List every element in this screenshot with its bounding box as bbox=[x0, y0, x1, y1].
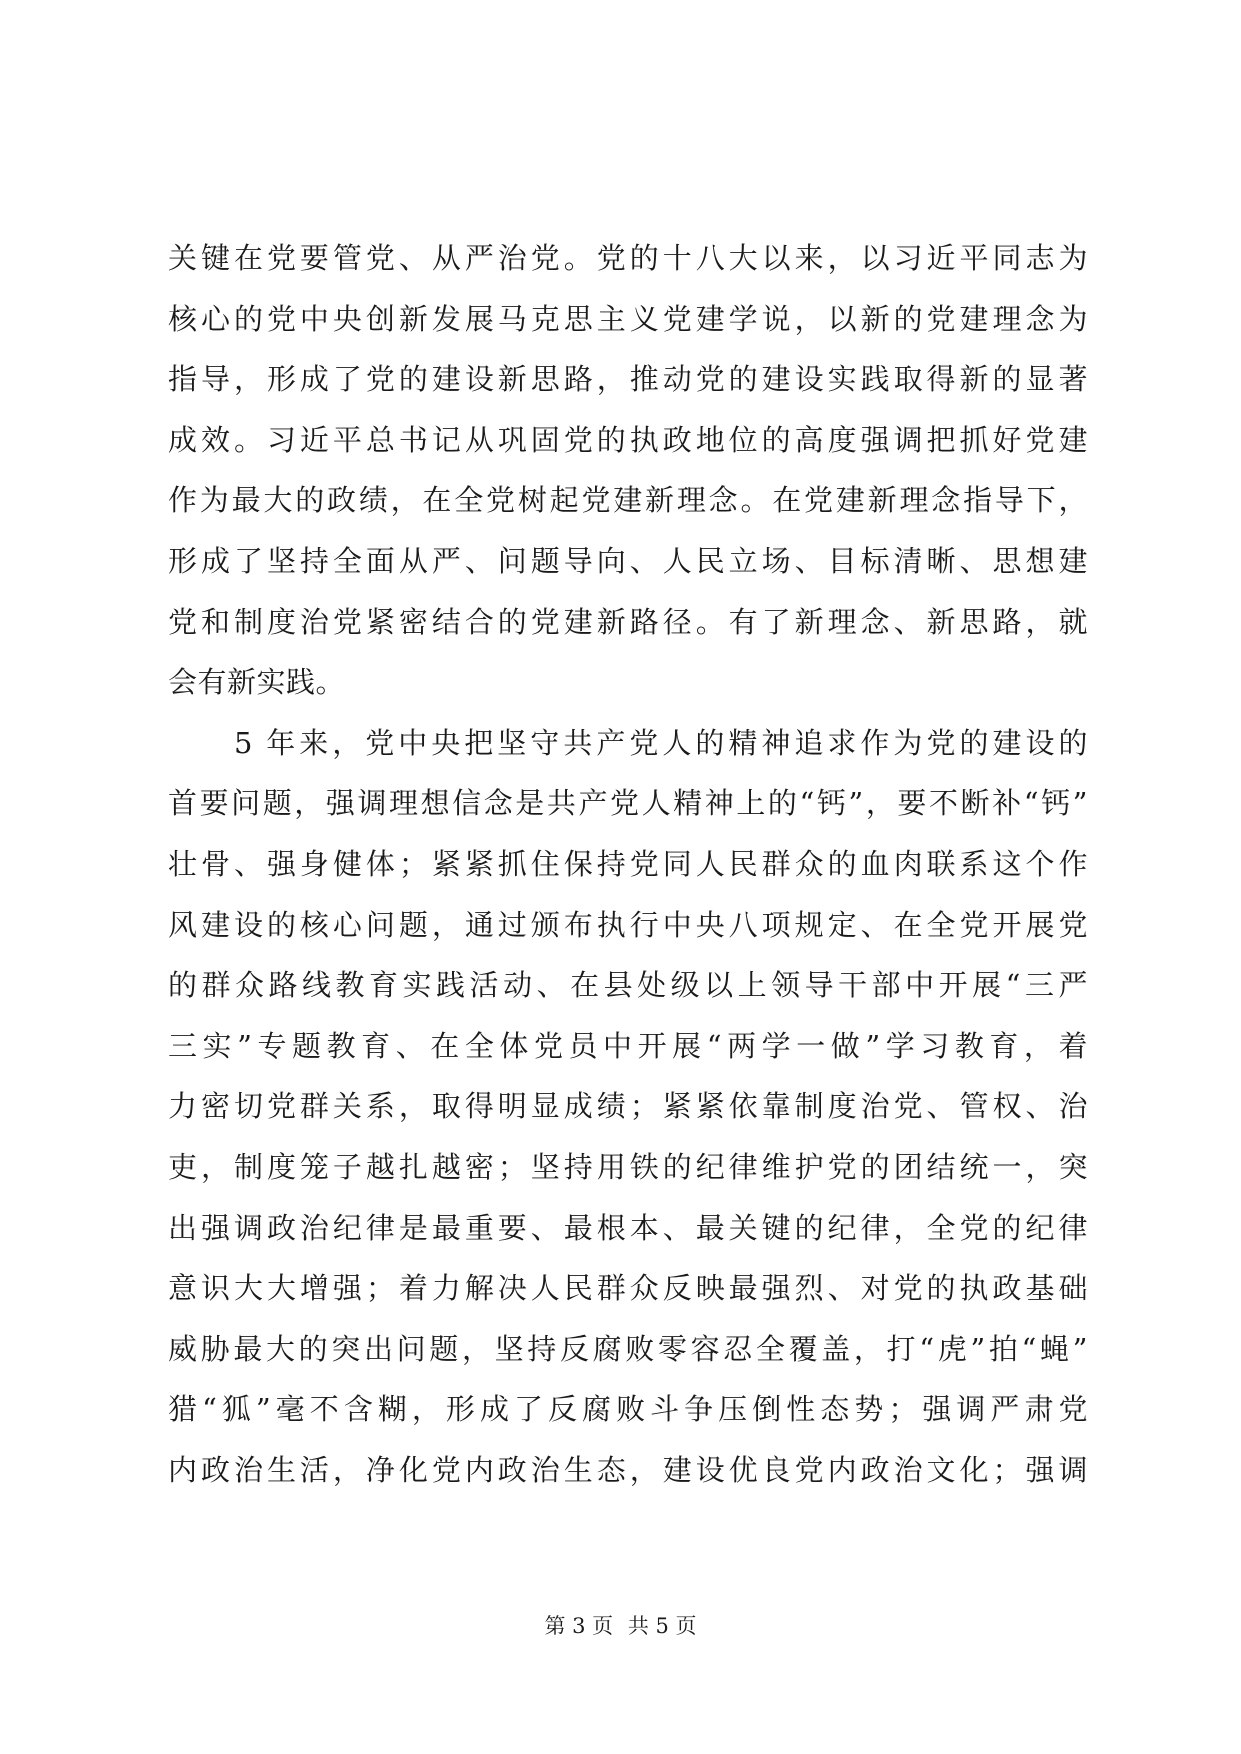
text-line: 成效。习近平总书记从巩固党的执政地位的高度强调把抓好党建 bbox=[168, 422, 1088, 457]
text-line: 党和制度治党紧密结合的党建新路径。有了新理念、新思路，就 bbox=[168, 604, 1088, 639]
paragraph-1 bbox=[168, 228, 1088, 713]
paragraph-2 bbox=[168, 713, 1088, 1501]
text-line: 核心的党中央创新发展马克思主义党建学说，以新的党建理念为 bbox=[168, 301, 1088, 336]
text-line: 风建设的核心问题，通过颁布执行中央八项规定、在全党开展党 bbox=[168, 907, 1088, 942]
total-pages: 共 5 页 bbox=[627, 1614, 697, 1638]
text-line: 力密切党群关系，取得明显成绩；紧紧依靠制度治党、管权、治 bbox=[168, 1089, 1088, 1124]
text-line: 会有新实践。 bbox=[168, 665, 346, 700]
text-line: 关键在党要管党、从严治党。党的十八大以来，以习近平同志为 bbox=[168, 241, 1088, 275]
text-line: 出强调政治纪律是最重要、最根本、最关键的纪律，全党的纪律 bbox=[168, 1210, 1088, 1245]
text-line: 作为最大的政绩，在全党树起党建新理念。在党建新理念指导下， bbox=[168, 483, 1088, 518]
text-line: 内政治生活，净化党内政治生态，建设优良党内政治文化；强调 bbox=[168, 1452, 1088, 1487]
text-line: 指导，形成了党的建设新思路，推动党的建设实践取得新的显著 bbox=[168, 362, 1088, 397]
text-line: 意识大大增强；着力解决人民群众反映最强烈、对党的执政基础 bbox=[168, 1271, 1088, 1306]
text-line: 猎“狐”毫不含糊，形成了反腐败斗争压倒性态势；强调严肃党 bbox=[168, 1392, 1088, 1427]
text-line: 三实”专题教育、在全体党员中开展“两学一做”学习教育，着 bbox=[168, 1028, 1088, 1063]
text-line: 壮骨、强身健体；紧紧抓住保持党同人民群众的血肉联系这个作 bbox=[168, 846, 1088, 881]
text-line: 威胁最大的突出问题，坚持反腐败零容忍全覆盖，打“虎”拍“蝇” bbox=[168, 1331, 1088, 1366]
text-line: 的群众路线教育实践活动、在县处级以上领导干部中开展“三严 bbox=[168, 968, 1088, 1003]
text-line: 5 年来，党中央把坚守共产党人的精神追求作为党的建设的 bbox=[168, 725, 1088, 760]
text-line: 吏，制度笼子越扎越密；坚持用铁的纪律维护党的团结统一，突 bbox=[168, 1149, 1088, 1184]
text-line: 形成了坚持全面从严、问题导向、人民立场、目标清晰、思想建 bbox=[168, 543, 1088, 578]
document-body bbox=[168, 228, 1088, 1500]
page-number: 第 3 页 bbox=[544, 1614, 614, 1638]
page-footer bbox=[0, 1610, 1241, 1640]
text-line: 首要问题，强调理想信念是共产党人精神上的“钙”，要不断补“钙” bbox=[168, 786, 1088, 821]
